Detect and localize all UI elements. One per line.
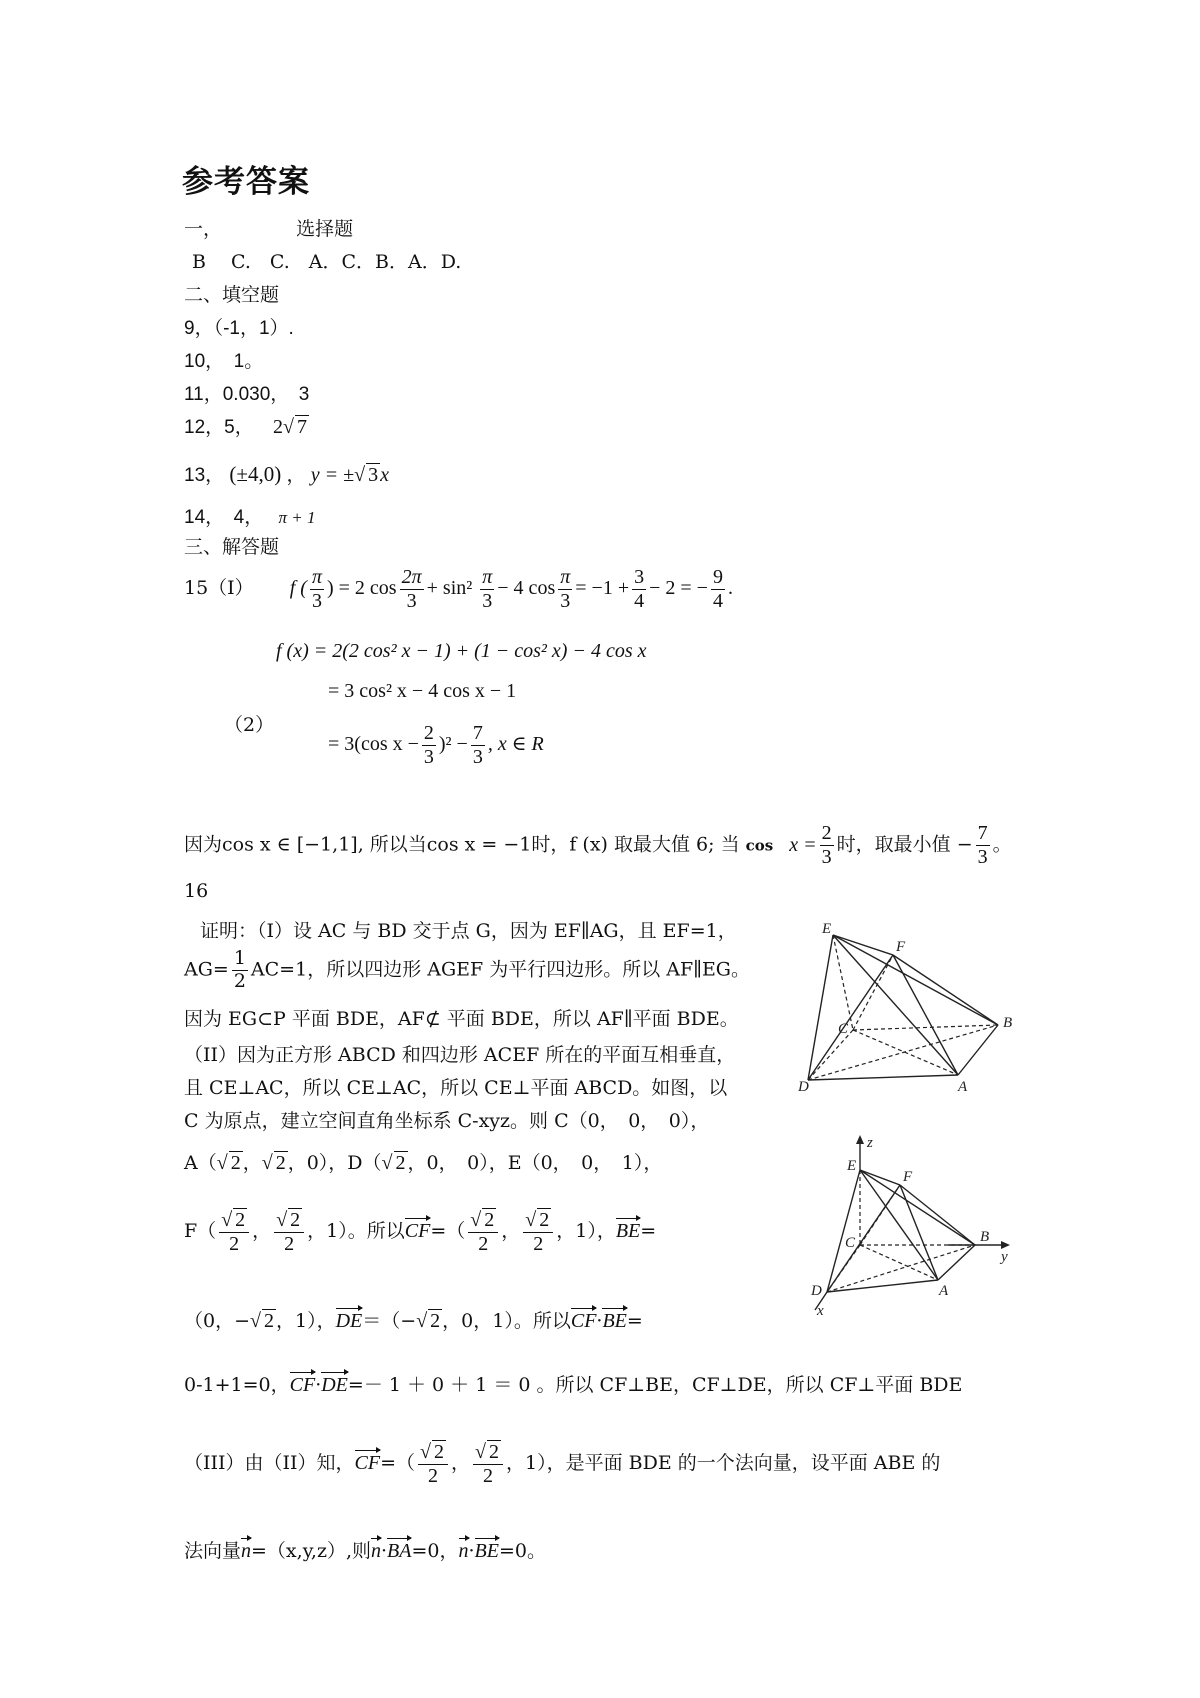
vector-cf: CF	[355, 1448, 381, 1475]
answer-13-b: y = ±√ 3 x	[310, 464, 389, 486]
q16-p1: 证明：（I）设 AC 与 BD 交于点 G，因为 EF∥AG，且 EF=1，	[200, 920, 737, 942]
vertex-label-a: A	[958, 1079, 968, 1095]
answer-14	[184, 502, 315, 529]
vector-de: DE	[321, 1370, 348, 1397]
vertex-label-e2: E	[847, 1158, 857, 1174]
answer-13-radicand: 3	[368, 464, 379, 486]
q15-formula: f ( $\frac{\pi}{3}$ ) = 2 cos $\frac{2\pi}{3}$ + sin² $\frac{\pi}{3}$ − 4 cos $\frac{\pi}{3}$ = −1 + $\frac{3}{4}$ − 2 = − $\frac{9}{4}$ .	[289, 566, 733, 612]
vertex-label-d: D	[798, 1079, 809, 1095]
answer-13-b-x: x	[380, 464, 389, 486]
answer-13-b-lead: y = ±	[310, 464, 355, 486]
vertex-label-f: F	[896, 939, 906, 955]
vertex-label-f2: F	[903, 1169, 913, 1185]
q16-p12: 法向量n=（x,y,z）,则n·BA=0，n·BE=0。	[184, 1536, 546, 1563]
vertex-label-b2: B	[980, 1229, 990, 1245]
choice-answers: B C. C. A．C．B．A．D.	[192, 251, 462, 273]
q16-p6: C 为原点，建立空间直角坐标系 C-xyz。则 C（0， 0， 0），	[184, 1110, 710, 1132]
q15-part1	[184, 566, 733, 613]
q16-p8: F（ $\frac{√ 2}{2}$ ， $\frac{√ 2}{2}$ ，1）。所以CF=（ $\frac{√ 2}{2}$ ， $\frac{√ 2}{2}$ ，1），BE=	[184, 1209, 657, 1255]
answer-12-coef: 2	[272, 416, 283, 438]
answer-13-lead: 13，	[184, 465, 225, 486]
vertex-label-b: B	[1003, 1015, 1013, 1031]
section-choice-heading	[184, 214, 353, 241]
q15-concl-cos: cos	[745, 836, 774, 855]
vector-ba: BA	[387, 1536, 411, 1563]
vertex-label-d2: D	[811, 1283, 822, 1299]
vertex-label-e: E	[822, 921, 832, 937]
answer-13: 13， (±4,0) ， y = ±√ 3 x	[184, 462, 389, 486]
section-choice-label: 一，	[184, 218, 223, 240]
q15-lead: 15（I）	[184, 577, 254, 600]
vertex-label-c: C	[838, 1021, 849, 1037]
vector-cf: CF	[571, 1306, 597, 1333]
q15-f: f (	[289, 577, 307, 600]
vector-n: n	[371, 1536, 381, 1563]
q15-concl-a: 因为cos x ∈ [−1,1], 所以当cos x = −1时，f (x) 取最大值 6; 当	[184, 833, 740, 856]
vector-n: n	[241, 1536, 251, 1563]
vector-be: BE	[475, 1536, 499, 1563]
section-solve-heading: 三、解答题	[184, 536, 280, 558]
answer-12-radicand: 7	[296, 416, 307, 438]
answer-11: 11，0.030， 3	[184, 384, 310, 405]
page-title: 参考答案	[182, 164, 310, 200]
q16-p9: （0，−√ 2 ，1），DE＝（−√ 2 ，0，1）。所以CF·BE=	[184, 1306, 643, 1333]
section-fill-heading: 二、填空题	[184, 284, 280, 306]
q16-p10: 0-1+1=0，CF·DE=－ 1 ＋ 0 ＋ 1 ＝ 0 。所以 CF⊥BE，CF⊥DE，所以 CF⊥平面 BDE	[184, 1370, 962, 1397]
q16-p4: （II）因为正方形 ABCD 和四边形 ACEF 所在的平面互相垂直，	[184, 1044, 736, 1066]
answer-9: 9，（-1，1）.	[184, 318, 294, 339]
vector-be: BE	[616, 1216, 640, 1243]
answer-12-value: 2√ 7	[272, 416, 307, 438]
q16-p3: 因为 EG⊂P 平面 BDE，AF⊄ 平面 BDE，所以 AF∥平面 BDE。	[184, 1008, 739, 1030]
section-choice-title: 选择题	[296, 218, 354, 240]
answer-14-lead: 14， 4，	[184, 507, 264, 528]
q16-p5: 且 CE⊥AC，所以 CE⊥AC，所以 CE⊥平面 ABCD。如图，以	[184, 1077, 728, 1099]
vector-cf: CF	[405, 1216, 431, 1243]
q15-row3: = 3(cos x − $\frac{2}{3}$ )² − $\frac{7}{3}$ , x ∈ R	[328, 722, 544, 768]
vector-be: BE	[602, 1306, 626, 1333]
answer-13-a: (±4,0)	[229, 462, 282, 486]
answer-12	[184, 412, 309, 439]
pyramid-figure	[798, 915, 1038, 1095]
q16-number: 16	[184, 880, 209, 902]
q16-p7: A（√ 2 ，√ 2 ，0），D（√ 2 ，0， 0），E（0， 0， 1），	[184, 1152, 663, 1174]
vector-cf: CF	[290, 1370, 316, 1397]
vector-de: DE	[336, 1306, 363, 1333]
q15-part2-label: （2）	[224, 714, 275, 736]
axis-label-y: y	[1001, 1249, 1008, 1265]
q16-p2: AG= $\frac{1}{2}$ AC=1，所以四边形 AGEF 为平行四边形。所以 AF∥EG。	[184, 947, 750, 992]
q15-row1: f (x) = 2(2 cos² x − 1) + (1 − cos² x) − 4 cos x	[276, 640, 647, 662]
vector-n: n	[459, 1536, 469, 1563]
answer-10: 10， 1。	[184, 351, 264, 372]
answer-14-b: π + 1	[278, 508, 316, 527]
q16-p11: （III）由（II）知，CF=（ $\frac{√ 2}{2}$ ， $\frac{√ 2}{2}$ ，1），是平面 BDE 的一个法向量，设平面 ABE 的	[184, 1441, 941, 1487]
coordinate-figure	[805, 1135, 1025, 1315]
q15-concl-b: x =	[789, 833, 817, 856]
q15-conclusion: 因为cos x ∈ [−1,1], 所以当cos x = −1时，f (x) 取最大值 6; 当 cos x = $\frac{2}{3}$ 时，取最小值 − $\frac{7}{3}$ 。	[184, 822, 1012, 868]
vertex-label-a2: A	[939, 1283, 949, 1299]
q15-row2: = 3 cos² x − 4 cos x − 1	[328, 680, 517, 702]
q15-concl-c: 时，取最小值 −	[836, 833, 973, 856]
answer-12-lead: 12，5，	[184, 417, 254, 438]
vertex-label-c2: C	[845, 1235, 856, 1251]
axis-label-x: x	[817, 1303, 824, 1315]
axis-label-z: z	[867, 1135, 873, 1151]
q15-concl-d: 。	[992, 833, 1012, 856]
